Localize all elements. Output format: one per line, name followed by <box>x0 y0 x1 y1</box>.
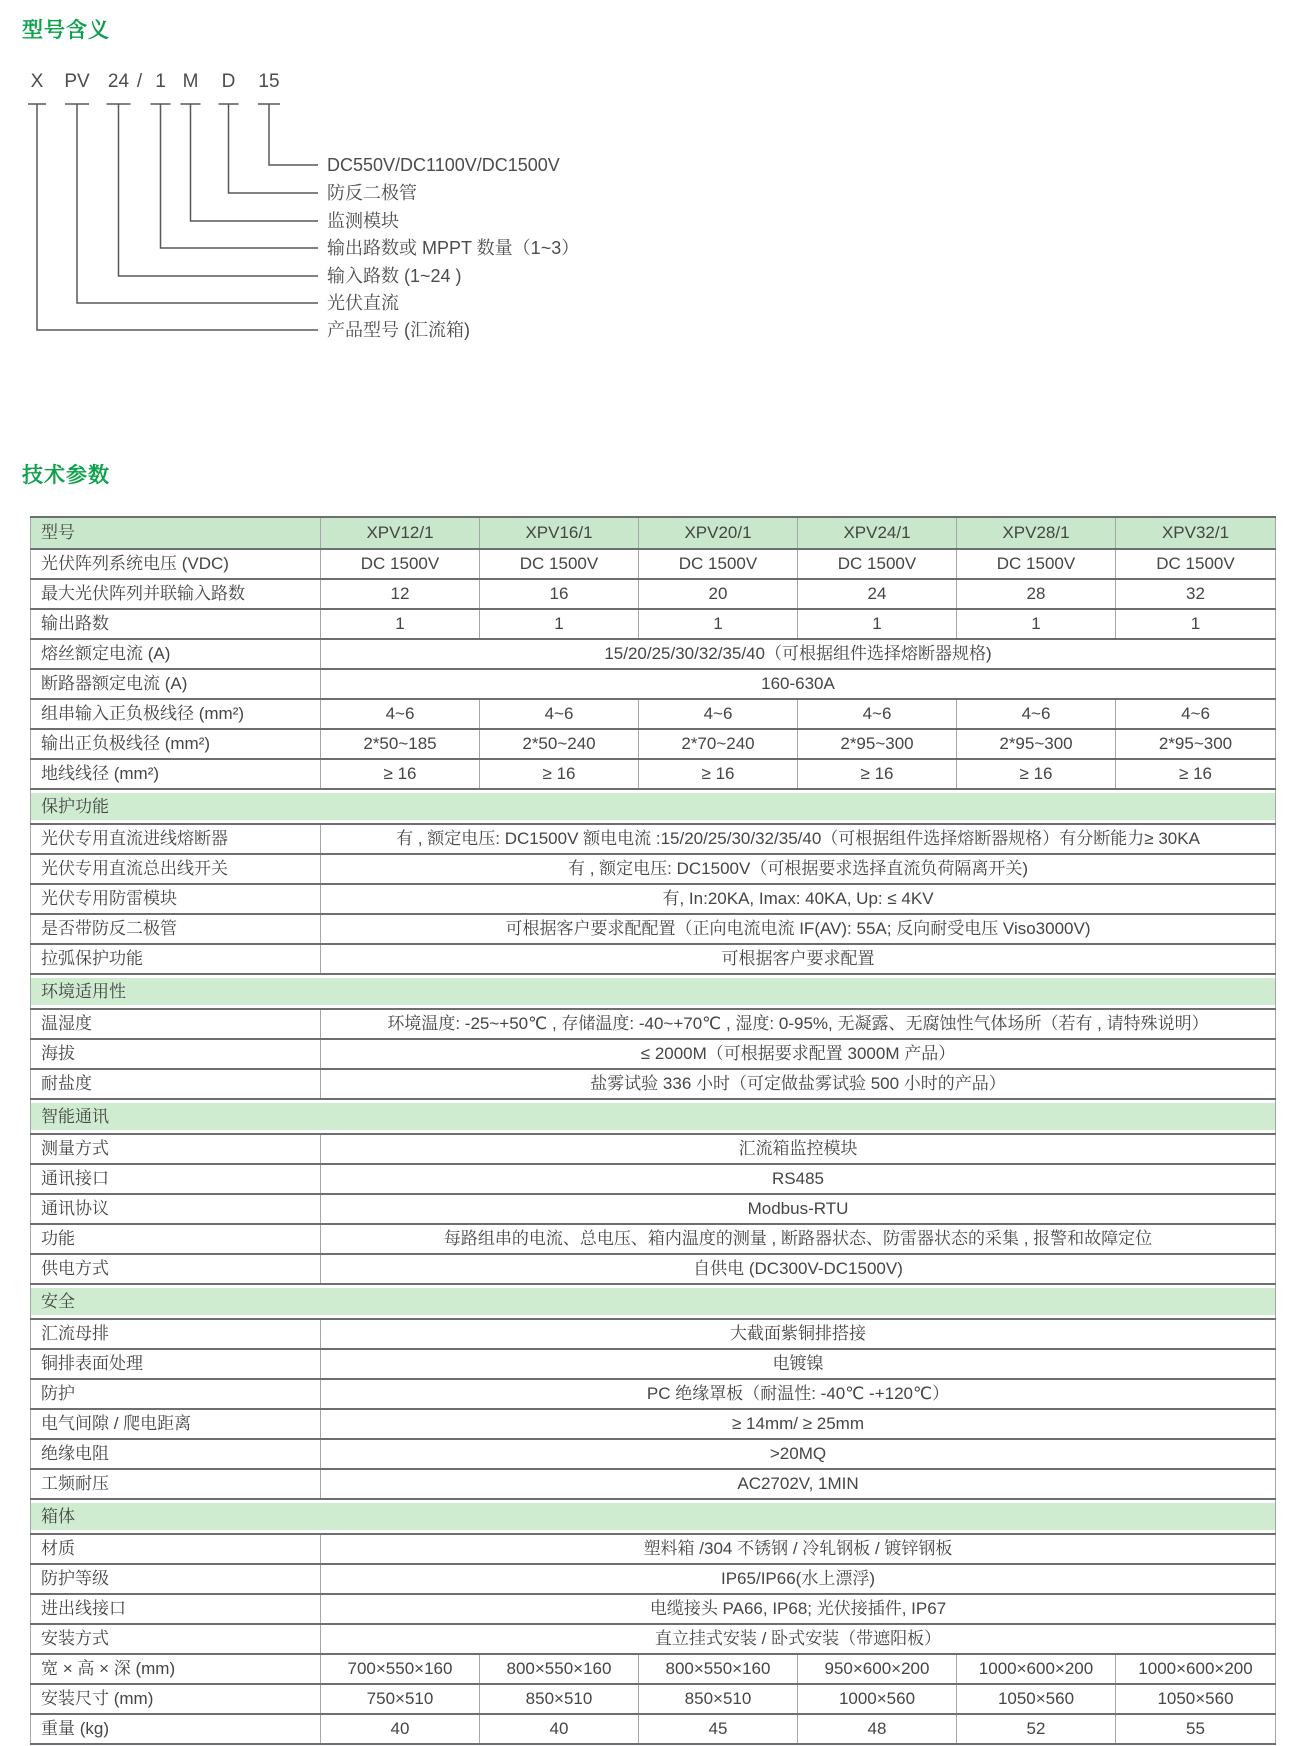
row-label-cell: 通讯接口 <box>31 1164 321 1194</box>
merged-value-cell: AC2702V, 1MIN <box>321 1469 1276 1499</box>
table-row <box>31 1009 1276 1039</box>
row-label-cell: 温湿度 <box>31 1009 321 1039</box>
row-label-cell: 测量方式 <box>31 1134 321 1164</box>
value-cell: 28 <box>957 579 1116 609</box>
value-cell: 700×550×160 <box>321 1654 480 1684</box>
value-cell: DC 1500V <box>1116 549 1276 579</box>
section-cell <box>31 789 1276 824</box>
table-row <box>31 944 1276 974</box>
row-label-cell: 组串输入正负极线径 (mm²) <box>31 699 321 729</box>
table-row <box>31 549 1276 579</box>
merged-value-cell: 盐雾试验 336 小时（可定做盐雾试验 500 小时的产品） <box>321 1069 1276 1099</box>
table-row <box>31 1039 1276 1069</box>
model-code-part: / <box>136 71 143 92</box>
connector-lines <box>0 0 1300 360</box>
merged-value-cell: ≤ 2000M（可根据要求配置 3000M 产品） <box>321 1039 1276 1069</box>
table-row <box>31 639 1276 669</box>
model-code-part: 15 <box>258 71 280 92</box>
row-label-cell: 铜排表面处理 <box>31 1349 321 1379</box>
row-label-cell: 拉弧保护功能 <box>31 944 321 974</box>
tech-specs-table <box>30 516 1276 1745</box>
table-row <box>31 1254 1276 1284</box>
row-label-cell: 输出正负极线径 (mm²) <box>31 729 321 759</box>
value-cell: 1000×600×200 <box>957 1654 1116 1684</box>
header-column-cell: XPV12/1 <box>321 517 480 549</box>
merged-value-cell: 有 , 额定电压: DC1500V 额电电流 :15/20/25/30/32/35/40（可根据组件选择熔断器规格）有分断能力≥ 30KA <box>321 824 1276 854</box>
model-code-label: 监测模块 <box>327 211 399 231</box>
section-row <box>31 1284 1276 1319</box>
row-label-cell: 工频耐压 <box>31 1469 321 1499</box>
section-cell <box>31 1099 1276 1134</box>
value-cell: 2*50~240 <box>480 729 639 759</box>
header-column-cell: XPV28/1 <box>957 517 1116 549</box>
merged-value-cell: 电缆接头 PA66, IP68; 光伏接插件, IP67 <box>321 1594 1276 1624</box>
value-cell: 40 <box>480 1714 639 1744</box>
value-cell: 4~6 <box>798 699 957 729</box>
table-header <box>31 517 1276 549</box>
table-row <box>31 759 1276 789</box>
table-row <box>31 1379 1276 1409</box>
model-diagram <box>0 0 1300 360</box>
value-cell: 1 <box>957 609 1116 639</box>
header-row <box>31 517 1276 549</box>
value-cell: DC 1500V <box>321 549 480 579</box>
value-cell: DC 1500V <box>480 549 639 579</box>
row-label-cell: 熔丝额定电流 (A) <box>31 639 321 669</box>
section-cell <box>31 1284 1276 1319</box>
value-cell: 4~6 <box>639 699 798 729</box>
table-row <box>31 609 1276 639</box>
merged-value-cell: ≥ 14mm/ ≥ 25mm <box>321 1409 1276 1439</box>
row-label-cell: 防护 <box>31 1379 321 1409</box>
row-label-cell: 海拔 <box>31 1039 321 1069</box>
value-cell: 1000×560 <box>798 1684 957 1714</box>
header-column-cell: XPV16/1 <box>480 517 639 549</box>
value-cell: 4~6 <box>321 699 480 729</box>
value-cell: 1 <box>1116 609 1276 639</box>
merged-value-cell: 160-630A <box>321 669 1276 699</box>
value-cell: DC 1500V <box>957 549 1116 579</box>
table-row <box>31 1594 1276 1624</box>
row-label-cell: 最大光伏阵列并联输入路数 <box>31 579 321 609</box>
value-cell: 12 <box>321 579 480 609</box>
model-code-label: DC550V/DC1100V/DC1500V <box>327 155 560 175</box>
model-code-part: 1 <box>155 71 166 92</box>
row-label-cell: 绝缘电阻 <box>31 1439 321 1469</box>
section-title-band: 安全 <box>31 1288 1275 1315</box>
row-label-cell: 通讯协议 <box>31 1194 321 1224</box>
table-row <box>31 1194 1276 1224</box>
table-row <box>31 1319 1276 1349</box>
section-row <box>31 974 1276 1009</box>
model-code-part: 24 <box>107 71 130 92</box>
row-label-cell: 供电方式 <box>31 1254 321 1284</box>
row-label-cell: 重量 (kg) <box>31 1714 321 1744</box>
value-cell: 2*95~300 <box>1116 729 1276 759</box>
merged-value-cell: RS485 <box>321 1164 1276 1194</box>
value-cell: 950×600×200 <box>798 1654 957 1684</box>
row-label-cell: 宽 × 高 × 深 (mm) <box>31 1654 321 1684</box>
merged-value-cell: 有 , 额定电压: DC1500V（可根据要求选择直流负荷隔离开关) <box>321 854 1276 884</box>
value-cell: 52 <box>957 1714 1116 1744</box>
value-cell: 1050×560 <box>1116 1684 1276 1714</box>
value-cell: 4~6 <box>480 699 639 729</box>
value-cell: 750×510 <box>321 1684 480 1714</box>
row-label-cell: 光伏专用直流进线熔断器 <box>31 824 321 854</box>
table-row <box>31 1409 1276 1439</box>
value-cell: 1000×600×200 <box>1116 1654 1276 1684</box>
table-row <box>31 854 1276 884</box>
row-label-cell: 安装方式 <box>31 1624 321 1654</box>
value-cell: 800×550×160 <box>480 1654 639 1684</box>
merged-value-cell: 有, In:20KA, Imax: 40KA, Up: ≤ 4KV <box>321 884 1276 914</box>
section-cell <box>31 974 1276 1009</box>
model-code-part: X <box>30 71 44 92</box>
table-row <box>31 1439 1276 1469</box>
value-cell: 2*70~240 <box>639 729 798 759</box>
row-label-cell: 耐盐度 <box>31 1069 321 1099</box>
table-row <box>31 729 1276 759</box>
merged-value-cell: >20MQ <box>321 1439 1276 1469</box>
table-row <box>31 884 1276 914</box>
table-row <box>31 699 1276 729</box>
section-title-band: 箱体 <box>31 1503 1275 1530</box>
row-label-cell: 防护等级 <box>31 1564 321 1594</box>
table-row <box>31 1564 1276 1594</box>
model-meaning-title: 型号含义 <box>22 19 110 42</box>
value-cell: 55 <box>1116 1714 1276 1744</box>
value-cell: ≥ 16 <box>957 759 1116 789</box>
table-row <box>31 1684 1276 1714</box>
value-cell: ≥ 16 <box>798 759 957 789</box>
table-row <box>31 1654 1276 1684</box>
merged-value-cell: IP65/IP66(水上漂浮) <box>321 1564 1276 1594</box>
model-code-part: PV <box>64 71 90 92</box>
table-body <box>31 549 1276 1744</box>
table-row <box>31 1714 1276 1744</box>
value-cell: 2*50~185 <box>321 729 480 759</box>
value-cell: DC 1500V <box>798 549 957 579</box>
value-cell: ≥ 16 <box>321 759 480 789</box>
row-label-cell: 光伏阵列系统电压 (VDC) <box>31 549 321 579</box>
model-code-label: 光伏直流 <box>327 293 399 313</box>
model-code-label: 防反二极管 <box>327 183 417 203</box>
row-label-cell: 安装尺寸 (mm) <box>31 1684 321 1714</box>
merged-value-cell: 可根据客户要求配配置（正向电流电流 IF(AV): 55A; 反向耐受电压 Viso3000V) <box>321 914 1276 944</box>
section-title-band: 环境适用性 <box>31 978 1275 1005</box>
model-code-part: M <box>182 71 199 92</box>
row-label-cell: 汇流母排 <box>31 1319 321 1349</box>
value-cell: 45 <box>639 1714 798 1744</box>
value-cell: 1 <box>480 609 639 639</box>
table-row <box>31 1134 1276 1164</box>
section-row <box>31 1099 1276 1134</box>
row-label-cell: 光伏专用直流总出线开关 <box>31 854 321 884</box>
model-code-label: 输出路数或 MPPT 数量（1~3） <box>327 238 580 258</box>
value-cell: 32 <box>1116 579 1276 609</box>
table-row <box>31 1069 1276 1099</box>
model-code-part: D <box>221 71 236 92</box>
value-cell: 1 <box>798 609 957 639</box>
value-cell: ≥ 16 <box>1116 759 1276 789</box>
value-cell: 1050×560 <box>957 1684 1116 1714</box>
merged-value-cell: 环境温度: -25~+50℃ , 存储温度: -40~+70℃ , 湿度: 0-95%, 无凝露、无腐蚀性气体场所（若有 , 请特殊说明） <box>321 1009 1276 1039</box>
value-cell: 48 <box>798 1714 957 1744</box>
merged-value-cell: 可根据客户要求配置 <box>321 944 1276 974</box>
model-code-label: 输入路数 (1~24 ) <box>327 266 462 286</box>
table-row <box>31 914 1276 944</box>
section-row <box>31 789 1276 824</box>
row-label-cell: 地线线径 (mm²) <box>31 759 321 789</box>
row-label-cell: 光伏专用防雷模块 <box>31 884 321 914</box>
merged-value-cell: 电镀镍 <box>321 1349 1276 1379</box>
table-row <box>31 1349 1276 1379</box>
merged-value-cell: 大截面紫铜排搭接 <box>321 1319 1276 1349</box>
header-column-cell: XPV20/1 <box>639 517 798 549</box>
row-label-cell: 功能 <box>31 1224 321 1254</box>
section-title-band: 智能通讯 <box>31 1103 1275 1130</box>
value-cell: 800×550×160 <box>639 1654 798 1684</box>
value-cell: 850×510 <box>480 1684 639 1714</box>
table-row <box>31 824 1276 854</box>
value-cell: ≥ 16 <box>480 759 639 789</box>
value-cell: 16 <box>480 579 639 609</box>
value-cell: DC 1500V <box>639 549 798 579</box>
value-cell: 24 <box>798 579 957 609</box>
value-cell: 2*95~300 <box>957 729 1116 759</box>
value-cell: 1 <box>321 609 480 639</box>
row-label-cell: 是否带防反二极管 <box>31 914 321 944</box>
row-label-cell: 输出路数 <box>31 609 321 639</box>
section-cell <box>31 1499 1276 1534</box>
table-row <box>31 1469 1276 1499</box>
table-row <box>31 1534 1276 1564</box>
merged-value-cell: 汇流箱监控模块 <box>321 1134 1276 1164</box>
value-cell: 40 <box>321 1714 480 1744</box>
value-cell: 20 <box>639 579 798 609</box>
header-column-cell: XPV24/1 <box>798 517 957 549</box>
row-label-cell: 断路器额定电流 (A) <box>31 669 321 699</box>
table-row <box>31 669 1276 699</box>
section-title-band: 保护功能 <box>31 793 1275 820</box>
merged-value-cell: 塑料箱 /304 不锈钢 / 冷轧钢板 / 镀锌钢板 <box>321 1534 1276 1564</box>
model-code-label: 产品型号 (汇流箱) <box>327 320 470 340</box>
value-cell: 1 <box>639 609 798 639</box>
value-cell: 4~6 <box>1116 699 1276 729</box>
merged-value-cell: PC 绝缘罩板（耐温性: -40℃ -+120℃） <box>321 1379 1276 1409</box>
merged-value-cell: 15/20/25/30/32/35/40（可根据组件选择熔断器规格) <box>321 639 1276 669</box>
row-label-cell: 进出线接口 <box>31 1594 321 1624</box>
table-row <box>31 1224 1276 1254</box>
merged-value-cell: 每路组串的电流、总电压、箱内温度的测量 , 断路器状态、防雷器状态的采集 , 报警和故障定位 <box>321 1224 1276 1254</box>
merged-value-cell: 直立挂式安装 / 卧式安装（带遮阳板） <box>321 1624 1276 1654</box>
table-row <box>31 1164 1276 1194</box>
header-model-cell: 型号 <box>31 517 321 549</box>
value-cell: 2*95~300 <box>798 729 957 759</box>
value-cell: 4~6 <box>957 699 1116 729</box>
row-label-cell: 材质 <box>31 1534 321 1564</box>
tech-params-title: 技术参数 <box>22 464 110 487</box>
merged-value-cell: 自供电 (DC300V-DC1500V) <box>321 1254 1276 1284</box>
table-row <box>31 579 1276 609</box>
header-column-cell: XPV32/1 <box>1116 517 1276 549</box>
value-cell: 850×510 <box>639 1684 798 1714</box>
row-label-cell: 电气间隙 / 爬电距离 <box>31 1409 321 1439</box>
value-cell: ≥ 16 <box>639 759 798 789</box>
merged-value-cell: Modbus-RTU <box>321 1194 1276 1224</box>
table-row <box>31 1624 1276 1654</box>
section-row <box>31 1499 1276 1534</box>
